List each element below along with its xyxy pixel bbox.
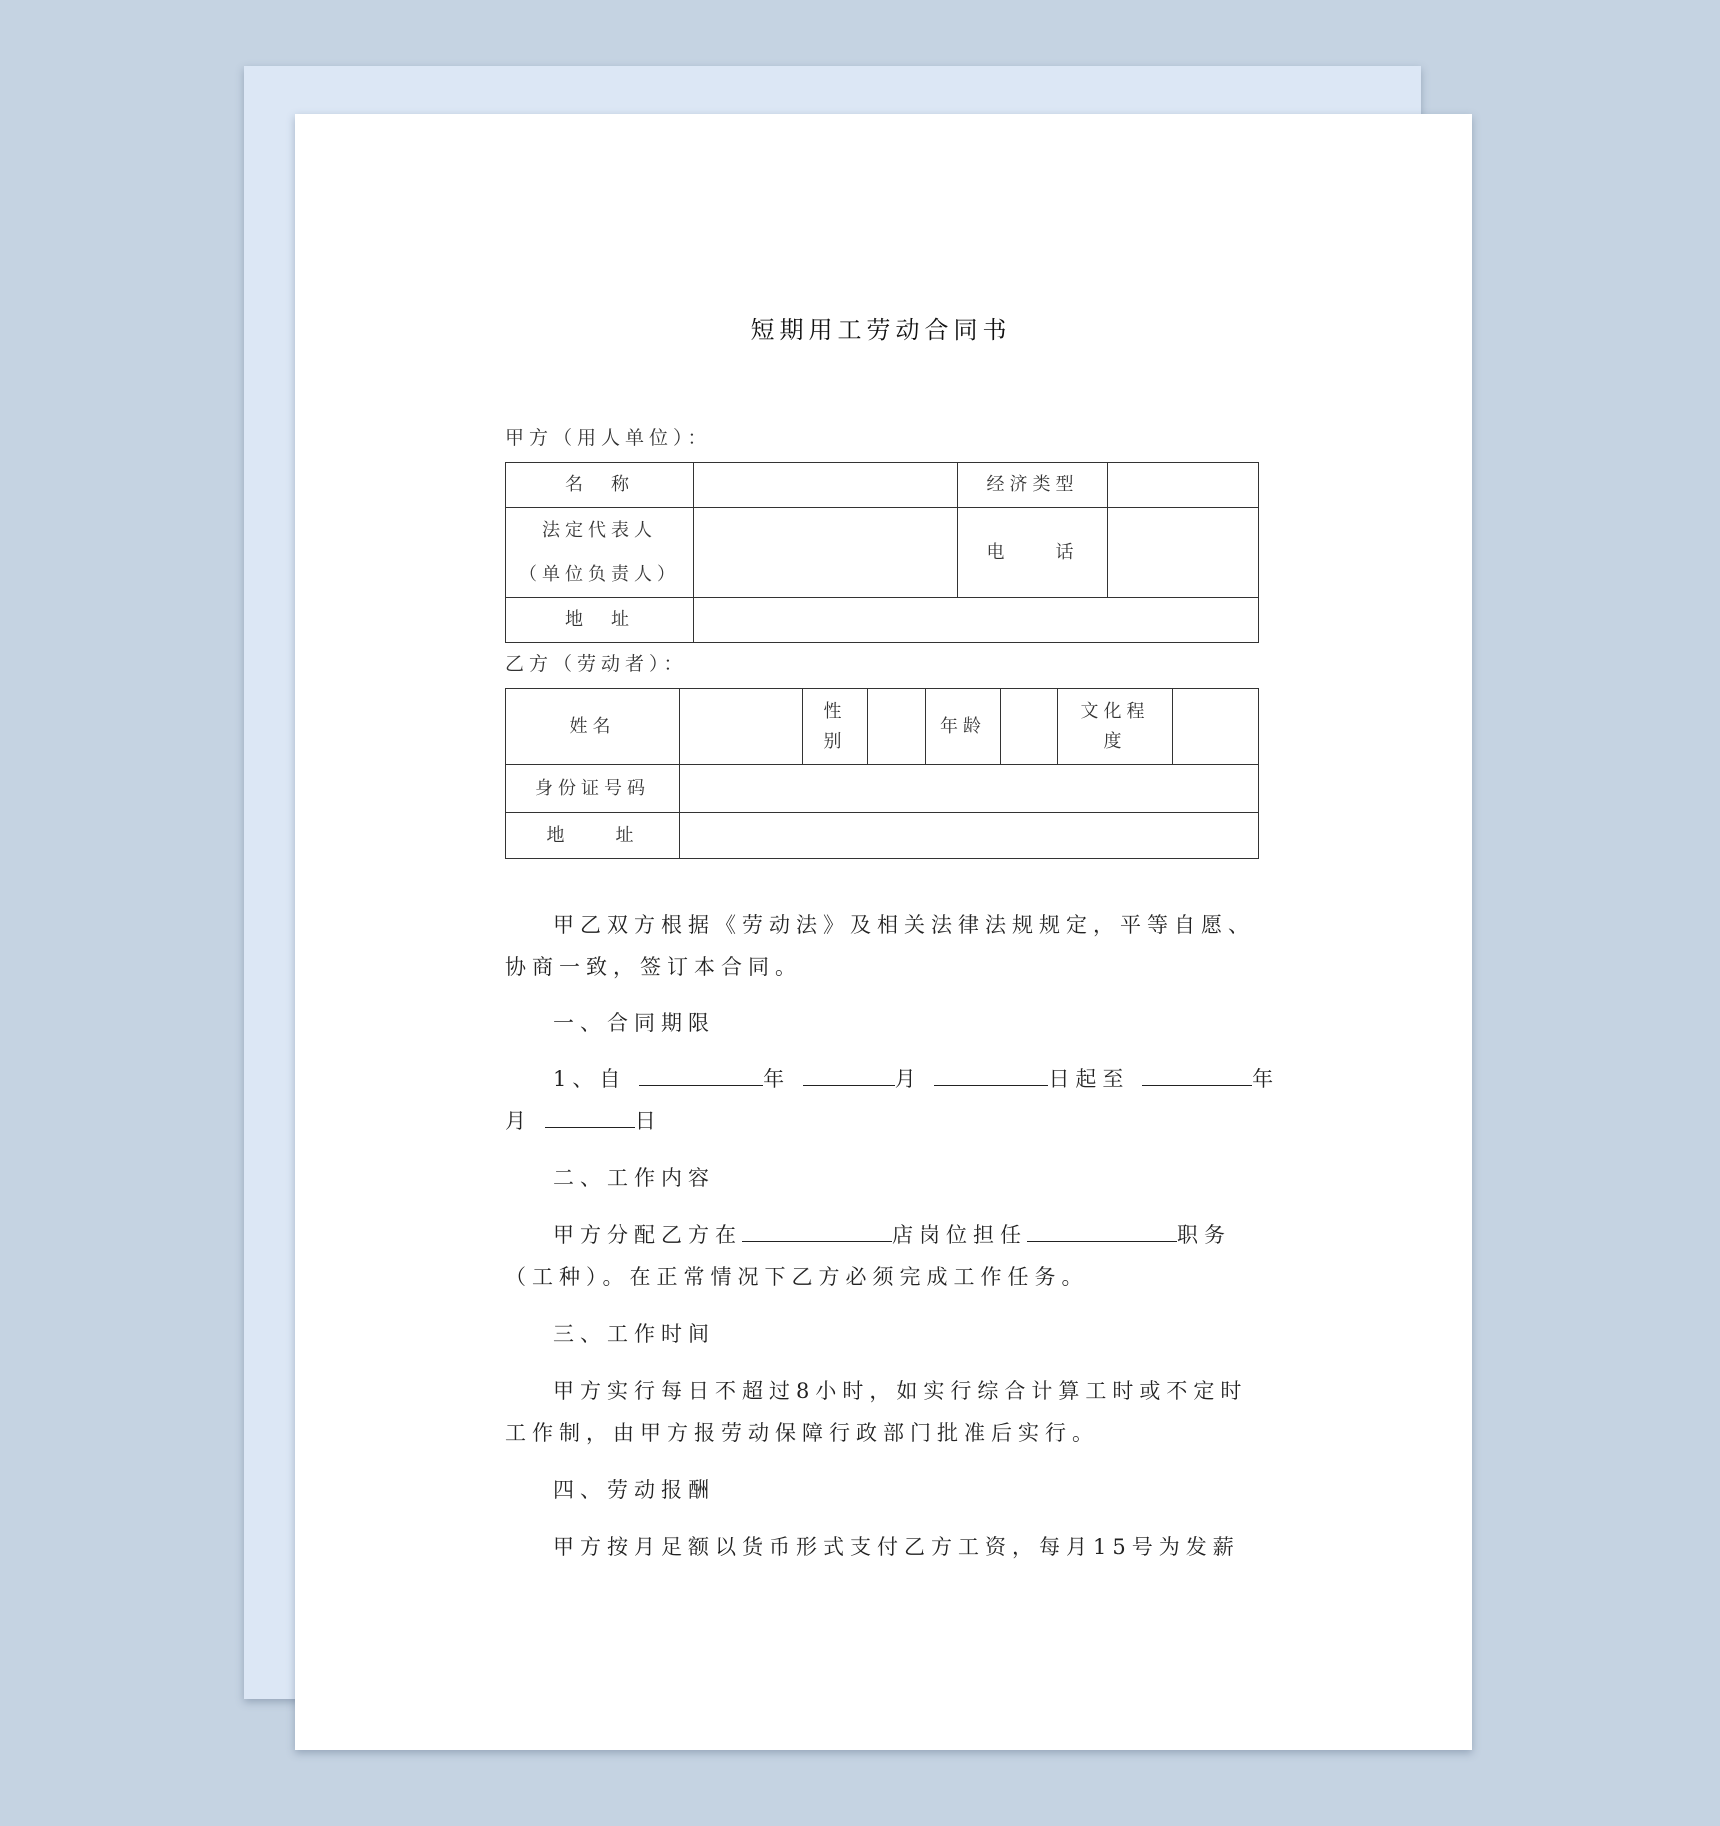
section-3-heading: 三、工作时间	[553, 1322, 715, 1346]
party-b-gender-label	[803, 689, 868, 765]
intro-line-1: 甲乙双方根据《劳动法》及相关法律法规规定，平等自愿、	[553, 913, 1255, 937]
position-blank[interactable]	[1027, 1219, 1177, 1242]
end-day-blank[interactable]	[545, 1105, 635, 1128]
start-year-blank[interactable]	[639, 1063, 763, 1086]
document-page	[295, 114, 1472, 1750]
section-3-line-1: 甲方实行每日不超过8小时，如实行综合计算工时或不定时	[553, 1379, 1248, 1403]
section-3-line-2: 工作制，由甲方报劳动保障行政部门批准后实行。	[505, 1421, 1099, 1445]
party-a-econ-type-label: 经济类型	[958, 463, 1108, 508]
section-2-line-2: （工种）。在正常情况下乙方必须完成工作任务。	[505, 1265, 1089, 1289]
party-b-id-label: 身份证号码	[506, 765, 680, 813]
party-b-education-label	[1058, 689, 1173, 765]
gender-line-1: 性	[823, 700, 847, 722]
party-b-education-field[interactable]	[1173, 689, 1259, 765]
end-day-unit: 日	[634, 1109, 662, 1133]
party-a-address-field[interactable]	[694, 598, 1259, 643]
section-1-item-line-1	[505, 1058, 1305, 1100]
end-year-blank[interactable]	[1142, 1063, 1252, 1086]
section-1-item-line-2	[505, 1100, 1257, 1142]
party-a-name-field[interactable]	[694, 463, 958, 508]
section-1-heading: 一、合同期限	[553, 1011, 715, 1035]
party-a-phone-label: 电 话	[958, 508, 1108, 598]
legal-rep-line-1: 法定代表人	[542, 519, 657, 541]
party-a-legal-rep-field[interactable]	[694, 508, 958, 598]
gender-line-2: 别	[823, 730, 847, 752]
term-prefix: 1、自	[553, 1067, 627, 1091]
start-month-blank[interactable]	[803, 1063, 895, 1086]
party-a-phone-field[interactable]	[1108, 508, 1259, 598]
party-a-legal-rep-label	[506, 508, 694, 598]
party-b-gender-field[interactable]	[868, 689, 926, 765]
intro-line-2: 协商一致，签订本合同。	[505, 955, 802, 979]
party-b-name-field[interactable]	[680, 689, 803, 765]
party-a-table	[505, 462, 1259, 643]
assign-prefix: 甲方分配乙方在	[553, 1223, 742, 1247]
section-2-heading: 二、工作内容	[553, 1166, 715, 1190]
end-year-unit: 年	[1252, 1067, 1280, 1091]
start-day-blank[interactable]	[934, 1063, 1048, 1086]
party-b-name-label: 姓名	[506, 689, 680, 765]
party-a-address-label: 地 址	[506, 598, 694, 643]
start-month-unit: 月	[894, 1067, 922, 1091]
assign-end: 职务	[1177, 1223, 1231, 1247]
party-a-name-label: 名 称	[506, 463, 694, 508]
legal-rep-line-2: （单位负责人）	[519, 563, 680, 585]
party-b-age-label: 年龄	[926, 689, 1001, 765]
document-title: 短期用工劳动合同书	[750, 316, 1012, 344]
end-month-unit: 月	[505, 1109, 532, 1133]
party-b-age-field[interactable]	[1001, 689, 1058, 765]
education-line-1: 文化程	[1080, 700, 1150, 722]
section-4-line-1: 甲方按月足额以货币形式支付乙方工资，每月15号为发薪	[553, 1535, 1240, 1559]
education-line-2: 度	[1103, 730, 1127, 752]
section-2-line-1	[505, 1214, 1305, 1256]
start-day-unit: 日起至	[1048, 1067, 1130, 1091]
section-4-heading: 四、劳动报酬	[553, 1478, 715, 1502]
store-blank[interactable]	[742, 1219, 892, 1242]
party-b-address-field[interactable]	[680, 813, 1259, 859]
party-a-heading: 甲方（用人单位）：	[505, 427, 712, 449]
party-a-econ-type-field[interactable]	[1108, 463, 1259, 508]
party-b-id-field[interactable]	[680, 765, 1259, 813]
start-year-unit: 年	[763, 1067, 791, 1091]
party-b-heading: 乙方（劳动者）：	[505, 653, 688, 675]
party-b-table	[505, 688, 1259, 859]
assign-mid: 店岗位担任	[892, 1223, 1027, 1247]
party-b-address-label: 地 址	[506, 813, 680, 859]
